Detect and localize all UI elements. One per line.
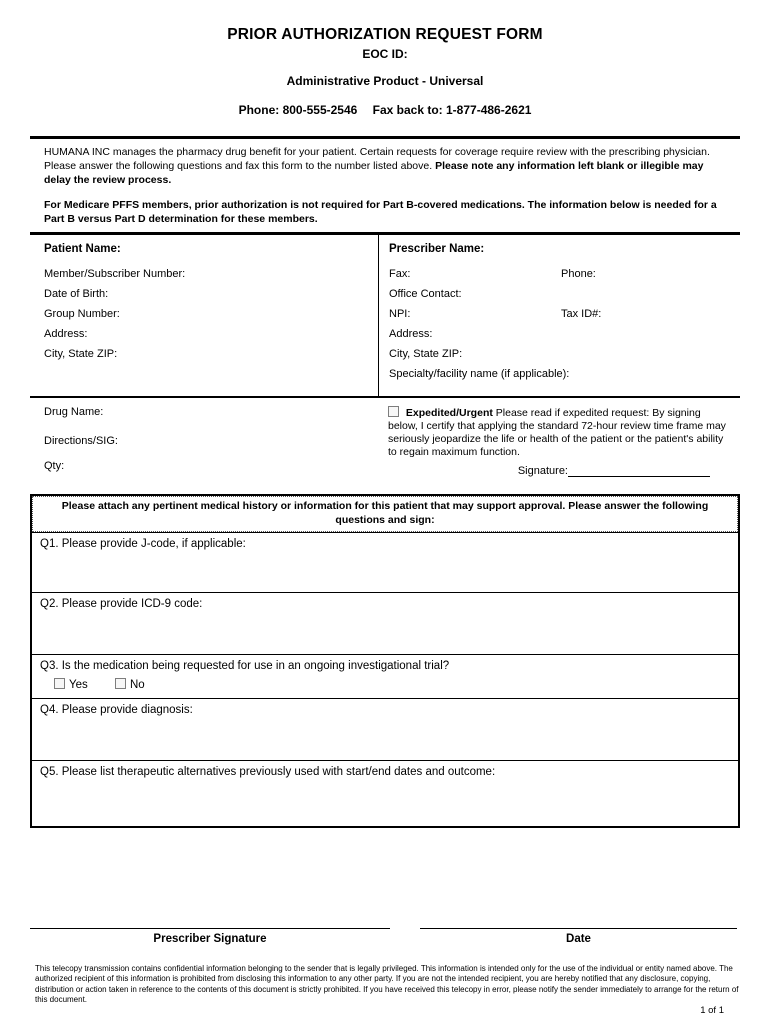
expedited-column [378,398,740,488]
page-title: PRIOR AUTHORIZATION REQUEST FORM [227,26,543,43]
q1-answer-area[interactable] [40,550,730,584]
medicare-pffs-note: For Medicare PFFS members, prior authorization is not required for Part B-covered medications. The information below is needed for a Part B versus Part D determination for these members. [44,198,717,225]
fax-number: Fax back to: 1-877-486-2621 [372,103,532,117]
confidentiality-notice: This telecopy transmission contains confidential information belonging to the sender that is legally privileged. This information is intended only for the use of the individual or entity named above. The authorized recipient of this information is prohibited from disclosing this information to any other party. If you are not the intended recipient, you are hereby notified that any disclosure, copying, distribution or action taken in reference to the contents of this document is strictly prohibited. If you have received this telecopy in error, please notify the sender immediately to arrange for the return of this document. [35,964,739,1005]
eoc-id-label: EOC ID: [362,47,408,61]
expedited-checkbox[interactable] [388,406,399,417]
date-line[interactable] [420,928,737,929]
q5-label: Q5. Please list therapeutic alternatives previously used with start/end dates and outcome: [40,766,496,779]
q5-answer-area[interactable] [40,778,730,818]
q2-label: Q2. Please provide ICD-9 code: [40,598,203,611]
patient-city-state-zip-label: City, State ZIP: [44,347,118,360]
q5-cell [32,760,738,826]
signature-row [388,465,730,477]
phone-number: Phone: 800-555-2546 [238,103,358,117]
prescriber-signature-label: Prescriber Signature [153,933,267,945]
expedited-label: Expedited/Urgent [405,406,493,419]
q4-cell [32,698,738,760]
intro-section [30,139,740,232]
npi-label: NPI: [389,307,411,320]
q3-yes-checkbox[interactable] [54,678,65,689]
date-block [420,928,737,945]
q4-answer-area[interactable] [40,716,730,752]
patient-name-label: Patient Name: [44,242,121,255]
q2-cell [32,592,738,654]
q3-yes-label: Yes [69,679,88,692]
questions-header: Please attach any pertinent medical history or information for this patient that may support approval. Please answer the following questions and sign: [32,496,738,533]
phone-fax-line [0,103,770,117]
q3-label: Q3. Is the medication being requested for use in an ongoing investigational trial? [40,660,450,673]
date-of-birth-label: Date of Birth: [44,287,109,300]
form-header [0,0,770,117]
signature-line[interactable] [568,465,710,477]
prescriber-signature-line[interactable] [30,928,390,929]
q3-no-label: No [129,679,145,692]
intro-text: HUMANA INC manages the pharmacy drug benefit for your patient. Certain requests for coverage require review with the prescribing physician. Please answer the following questions and fax this form to the number listed above. [44,146,710,172]
questions-table [30,494,740,829]
q1-cell [32,532,738,592]
fax-phone-row [389,268,730,281]
specialty-label: Specialty/facility name (if applicable): [389,367,570,380]
member-number-label: Member/Subscriber Number: [44,267,186,280]
signature-footer [30,928,737,945]
intro-paragraph [44,146,726,188]
drug-section [30,398,740,488]
q4-label: Q4. Please provide diagnosis: [40,704,193,717]
q3-options [40,678,730,691]
signature-label: Signature: [517,464,568,477]
drug-name-label: Drug Name: [44,405,104,418]
office-contact-label: Office Contact: [389,287,462,300]
prescriber-column [378,235,740,396]
patient-prescriber-section [30,235,740,396]
prescriber-city-state-zip-label: City, State ZIP: [389,347,463,360]
directions-sig-label: Directions/SIG: [44,434,118,447]
patient-address-label: Address: [44,327,88,340]
qty-label: Qty: [44,459,65,472]
q3-cell [32,654,738,698]
drug-column [30,398,378,488]
prescriber-phone-label: Phone: [561,267,596,280]
page-number: 1 of 1 [700,1005,724,1016]
prescriber-signature-block [30,928,390,945]
prescriber-name-label: Prescriber Name: [389,242,485,255]
intro-bold-note: Please note any information left blank or illegible may delay the review process. [44,159,704,186]
date-label: Date [566,933,591,945]
q2-answer-area[interactable] [40,610,730,646]
tax-id-label: Tax ID#: [561,307,602,320]
expedited-section [388,406,730,459]
q3-no-checkbox[interactable] [115,678,126,689]
prescriber-address-label: Address: [389,327,433,340]
patient-column [30,235,378,396]
group-number-label: Group Number: [44,307,120,320]
npi-taxid-row [389,308,730,321]
prescriber-fax-label: Fax: [389,267,411,280]
product-subtitle: Administrative Product - Universal [286,74,484,88]
q1-label: Q1. Please provide J-code, if applicable: [40,538,246,551]
expedited-text: Please read if expedited request: By signing below, I certify that applying the standard 72-hour review time frame may seriously jeopardize the life or health of the patient or the patient's ability to regain maximum function. [388,406,726,458]
